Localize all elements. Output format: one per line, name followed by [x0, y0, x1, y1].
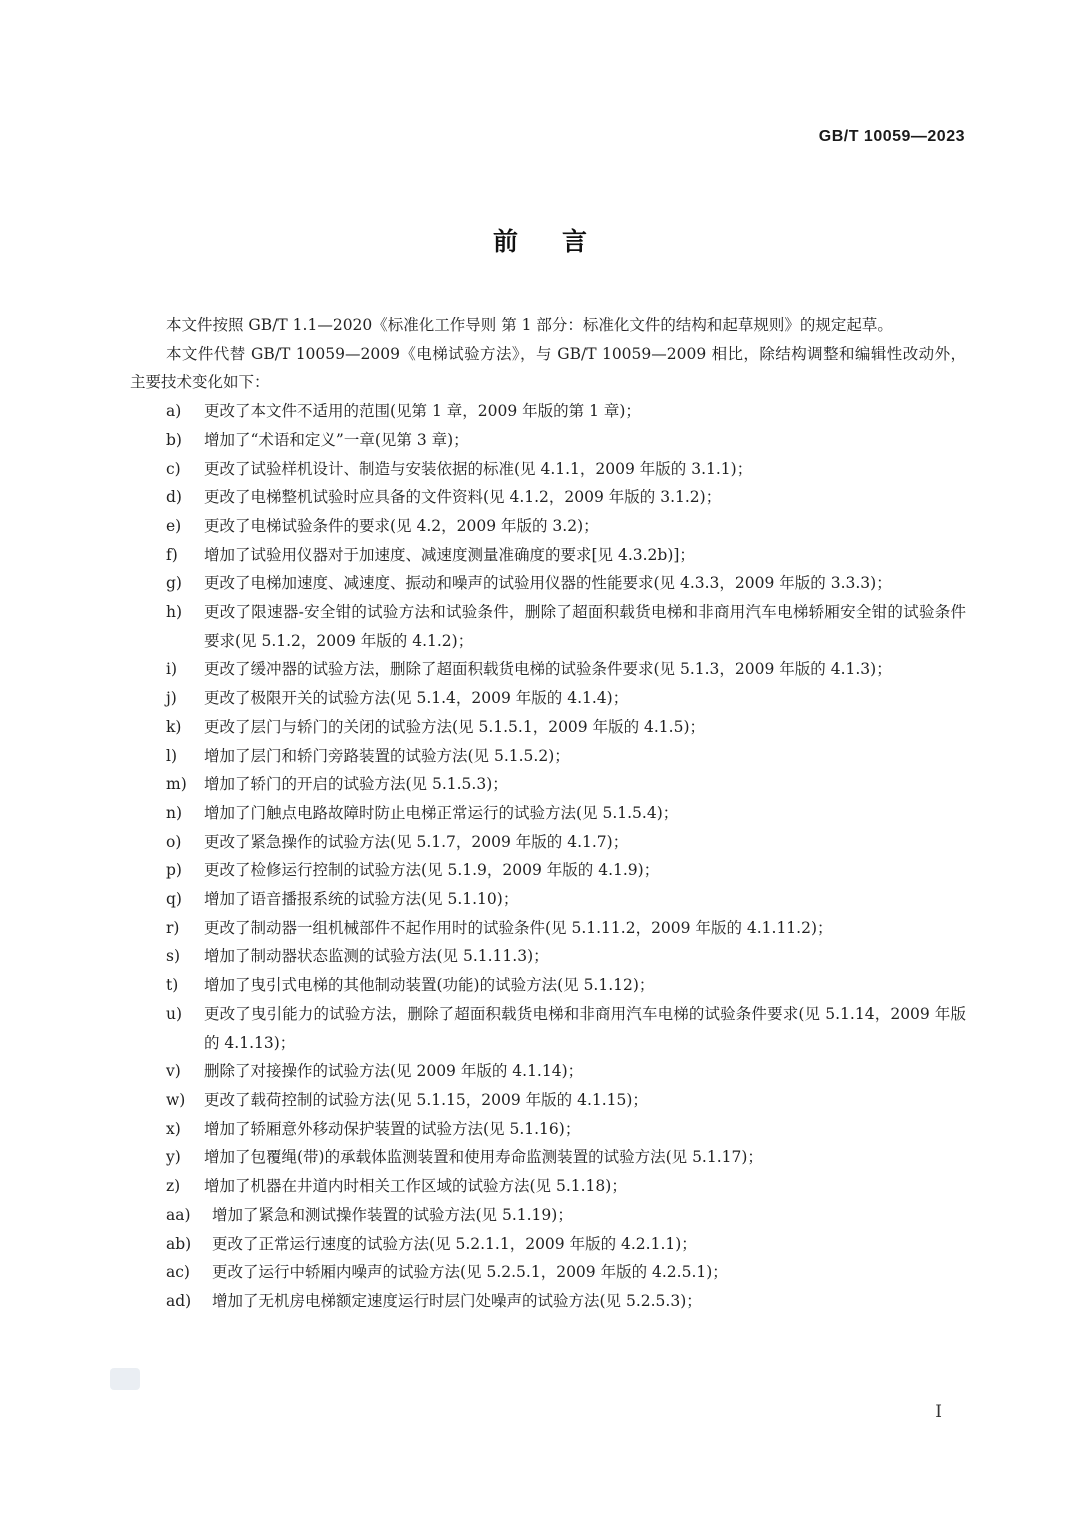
- item-text: 增加了门触点电路故障时防止电梯正常运行的试验方法(见 5.1.5.4)；: [204, 803, 679, 822]
- page-number: I: [935, 1402, 942, 1422]
- item-label: s): [166, 947, 181, 966]
- item-label: w): [166, 1090, 186, 1109]
- item-label: x): [166, 1119, 181, 1138]
- list-item: [130, 455, 966, 484]
- item-label: y): [166, 1148, 181, 1167]
- list-item: [130, 684, 966, 713]
- item-text: 增加了语音播报系统的试验方法(见 5.1.10)；: [204, 890, 519, 909]
- list-item: [130, 512, 966, 541]
- item-text: 更改了极限开关的试验方法(见 5.1.4，2009 年版的 4.1.4)；: [204, 689, 629, 708]
- item-label: e): [166, 516, 182, 535]
- watermark-logo-icon: [110, 1368, 140, 1390]
- item-text: 更改了电梯加速度、减速度、振动和噪声的试验用仪器的性能要求(见 4.3.3，2009 年版的 3.3.3)；: [204, 574, 892, 593]
- item-text: 增加了轿门的开启的试验方法(见 5.1.5.3)；: [204, 775, 508, 794]
- item-text: 增加了紧急和测试操作装置的试验方法(见 5.1.19)；: [212, 1205, 573, 1224]
- item-text: 增加了层门和轿门旁路装置的试验方法(见 5.1.5.2)；: [204, 746, 570, 765]
- item-text: 增加了无机房电梯额定速度运行时层门处噪声的试验方法(见 5.2.5.3)；: [212, 1291, 702, 1310]
- item-label: h): [166, 603, 183, 622]
- list-item: [130, 713, 966, 742]
- item-text: 更改了检修运行控制的试验方法(见 5.1.9，2009 年版的 4.1.9)；: [204, 861, 660, 880]
- item-text: 更改了正常运行速度的试验方法(见 5.2.1.1，2009 年版的 4.2.1.1)；: [212, 1234, 697, 1253]
- list-item: [130, 1115, 966, 1144]
- standard-number: GB/T 10059—2023: [818, 128, 965, 145]
- list-item: [130, 856, 966, 885]
- item-label: o): [166, 832, 182, 851]
- item-text: 删除了对接操作的试验方法(见 2009 年版的 4.1.14)；: [204, 1062, 584, 1081]
- list-item: [130, 1287, 966, 1316]
- list-item: [130, 1143, 966, 1172]
- item-text: 更改了缓冲器的试验方法，删除了超面积载货电梯的试验条件要求(见 5.1.3，2009 年版的 4.1.3)；: [204, 660, 892, 679]
- item-label: k): [166, 717, 182, 736]
- list-item: [130, 828, 966, 857]
- list-item: [130, 799, 966, 828]
- item-text: 更改了紧急操作的试验方法(见 5.1.7，2009 年版的 4.1.7)；: [204, 832, 629, 851]
- list-item: [130, 1057, 966, 1086]
- list-item: [130, 598, 966, 655]
- item-text: 更改了限速器-安全钳的试验方法和试验条件，删除了超面积载货电梯和非商用汽车电梯轿厢安全钳的试验条件要求(见 5.1.2，2009 年版的 4.1.2)；: [204, 603, 966, 650]
- item-label: b): [166, 430, 182, 449]
- list-item: [130, 426, 966, 455]
- list-item: [130, 397, 966, 426]
- item-text: 更改了电梯试验条件的要求(见 4.2，2009 年版的 3.2)；: [204, 516, 599, 535]
- list-item: [130, 1172, 966, 1201]
- item-text: 增加了曳引式电梯的其他制动装置(功能)的试验方法(见 5.1.12)；: [204, 976, 655, 995]
- page-title: 前言: [492, 227, 631, 256]
- item-label: r): [166, 918, 180, 937]
- list-item: [130, 885, 966, 914]
- item-label: d): [166, 488, 182, 507]
- list-item: [130, 1000, 966, 1057]
- paragraph-replacement-note: 本文件代替 GB/T 10059—2009《电梯试验方法》，与 GB/T 10059—2009 相比，除结构调整和编辑性改动外，主要技术变化如下：: [130, 344, 966, 392]
- item-text: 更改了本文件不适用的范围(见第 1 章，2009 年版的第 1 章)；: [204, 402, 641, 421]
- item-text: 增加了制动器状态监测的试验方法(见 5.1.11.3)；: [204, 947, 549, 966]
- list-item: [130, 770, 966, 799]
- list-item: [130, 914, 966, 943]
- list-item: [130, 483, 966, 512]
- item-text: 更改了运行中轿厢内噪声的试验方法(见 5.2.5.1，2009 年版的 4.2.5.1)；: [212, 1263, 728, 1282]
- list-item: [130, 942, 966, 971]
- list-item: [130, 1086, 966, 1115]
- item-label: n): [166, 803, 183, 822]
- paragraph-drafting-rules: 本文件按照 GB/T 1.1—2020《标准化工作导则 第 1 部分：标准化文件的结构和起草规则》的规定起草。: [166, 316, 893, 334]
- list-item: [130, 742, 966, 771]
- item-label: a): [166, 402, 182, 421]
- item-text: 增加了试验用仪器对于加速度、减速度测量准确度的要求[见 4.3.2b)]；: [204, 545, 695, 564]
- list-item: [130, 1230, 966, 1259]
- list-item: [130, 655, 966, 684]
- list-item: [130, 1201, 966, 1230]
- item-text: 增加了“术语和定义”一章(见第 3 章)；: [204, 430, 469, 449]
- item-label: j): [166, 689, 177, 708]
- list-item: [130, 971, 966, 1000]
- item-label: c): [166, 459, 181, 478]
- item-label: q): [166, 890, 182, 909]
- item-label: i): [166, 660, 178, 679]
- item-text: 增加了机器在井道内时相关工作区域的试验方法(见 5.1.18)；: [204, 1177, 627, 1196]
- item-text: 增加了包覆绳(带)的承载体监测装置和使用寿命监测装置的试验方法(见 5.1.17)；: [204, 1148, 763, 1167]
- item-label: v): [166, 1062, 181, 1081]
- item-text: 更改了电梯整机试验时应具备的文件资料(见 4.1.2，2009 年版的 3.1.2)；: [204, 488, 722, 507]
- item-label: l): [166, 746, 178, 765]
- list-item: [130, 1258, 966, 1287]
- item-label: u): [166, 1004, 183, 1023]
- item-label: t): [166, 976, 179, 995]
- item-text: 更改了曳引能力的试验方法，删除了超面积载货电梯和非商用汽车电梯的试验条件要求(见 5.1.14，2009 年版的 4.1.13)；: [204, 1004, 966, 1052]
- item-label: aa): [166, 1205, 191, 1224]
- item-text: 更改了试验样机设计、制造与安装依据的标准(见 4.1.1，2009 年版的 3.1.1)；: [204, 459, 753, 478]
- technical-changes-list: [130, 397, 966, 1316]
- item-label: z): [166, 1177, 181, 1196]
- item-text: 更改了制动器一组机械部件不起作用时的试验条件(见 5.1.11.2，2009 年版的 4.1.11.2)；: [204, 918, 833, 937]
- list-item: [130, 569, 966, 598]
- item-text: 更改了层门与轿门的关闭的试验方法(见 5.1.5.1，2009 年版的 4.1.5)；: [204, 717, 705, 736]
- item-label: ad): [166, 1291, 192, 1310]
- item-text: 更改了载荷控制的试验方法(见 5.1.15，2009 年版的 4.1.15)；: [204, 1090, 648, 1109]
- item-text: 增加了轿厢意外移动保护装置的试验方法(见 5.1.16)；: [204, 1119, 581, 1138]
- item-label: ac): [166, 1263, 190, 1282]
- document-body: [130, 311, 966, 1316]
- item-label: f): [166, 545, 178, 564]
- item-label: p): [166, 861, 182, 880]
- item-label: ab): [166, 1234, 192, 1253]
- item-label: g): [166, 574, 182, 593]
- list-item: [130, 541, 966, 570]
- item-label: m): [166, 775, 187, 794]
